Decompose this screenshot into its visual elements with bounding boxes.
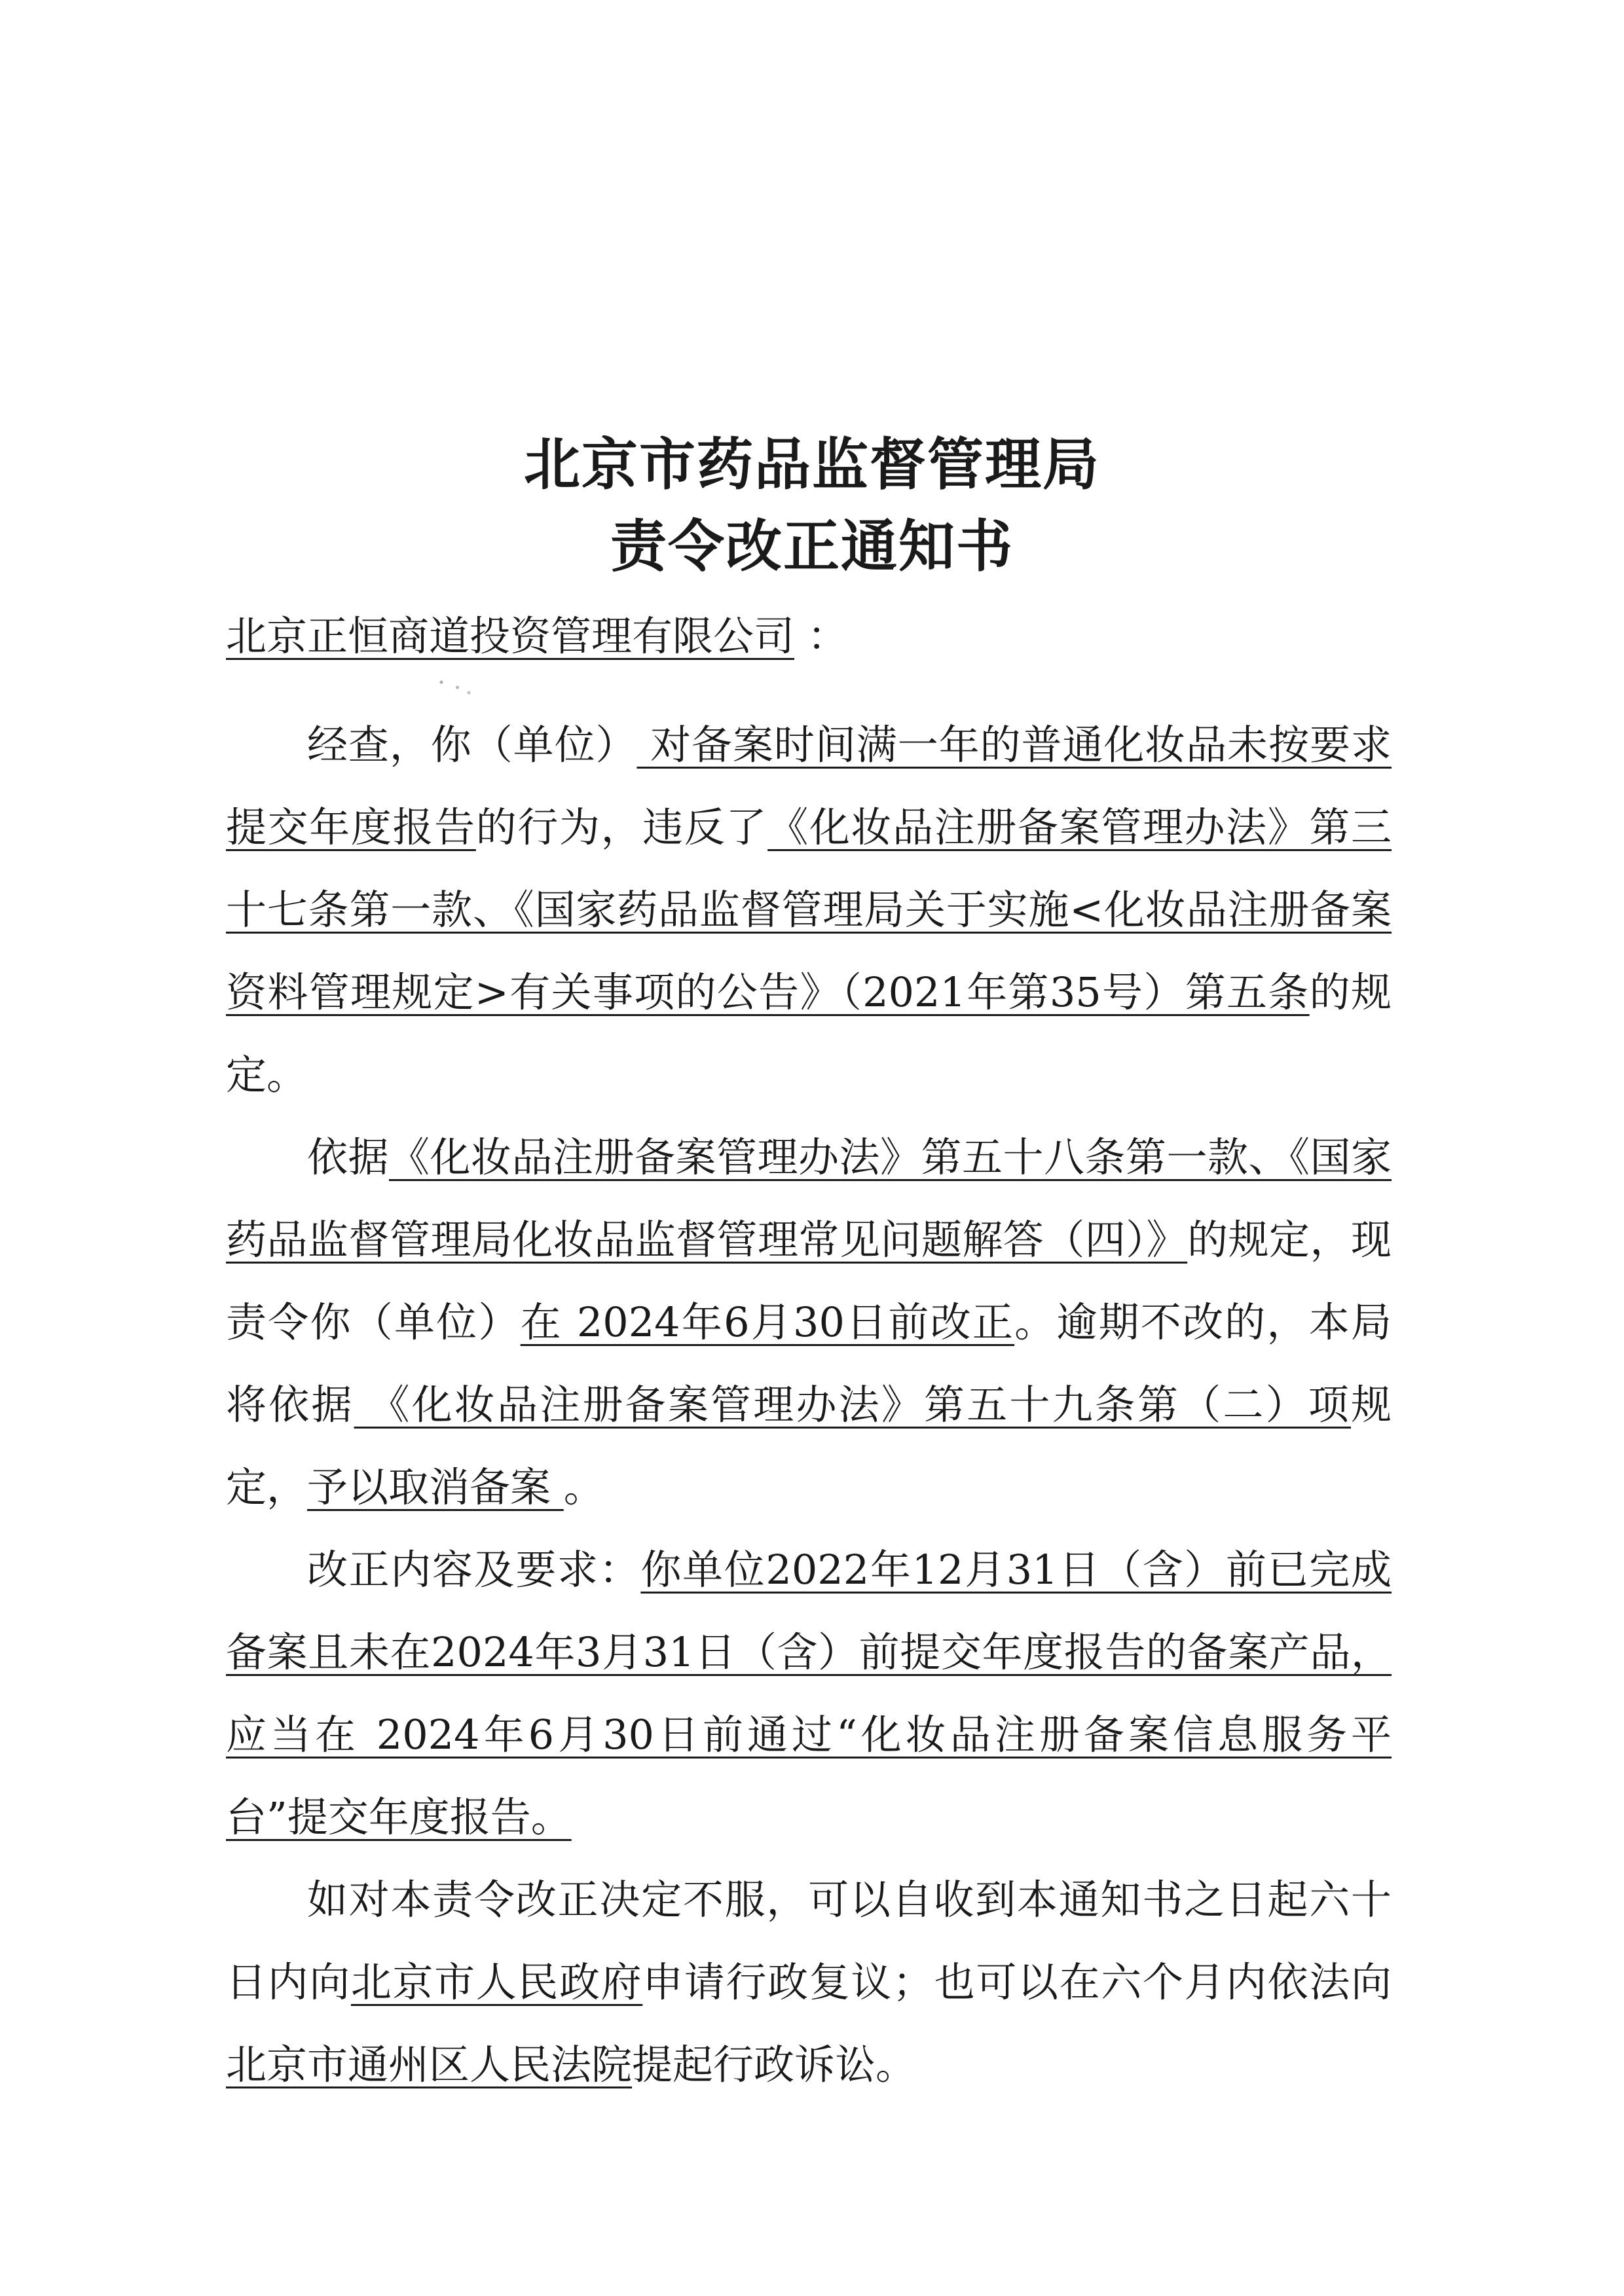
text-segment: 。逾期不改的，本局将依据 (226, 1298, 1392, 1429)
penalty-basis: 《化妆品注册备案管理办法》第五十九条第（二）项 (354, 1381, 1351, 1429)
finding-paragraph (226, 704, 1392, 1116)
text-segment: 申请行政复议；也可以在六个月内依法向 (642, 1958, 1392, 2006)
text-segment: 规定， (226, 1381, 1392, 1511)
agency-title: 北京市药品监督管理局 (524, 432, 1100, 498)
text-segment: 依据 (307, 1133, 389, 1181)
text-segment: 如对本责令改正决定不服，可以自收到本通知书之日起六十日内向 (226, 1876, 1392, 2006)
text-segment: 经查，你（单位） (307, 721, 637, 769)
addressee-line (226, 612, 1405, 661)
penalty-action: 予以取消备案 (307, 1463, 564, 1511)
notice-body (226, 704, 1392, 2106)
correction-requirements: 你单位2022年12月31日（含）前已完成备案且未在2024年3月31日（含）前提交年度报告的备案产品，应当在 2024年6月30日前通过“化妆品注册备案信息服务平台”提交年度报告。 (226, 1546, 1392, 1841)
order-paragraph (226, 1116, 1392, 1529)
requirements-paragraph (226, 1529, 1392, 1859)
addressee-colon: ： (807, 612, 848, 660)
correction-deadline: 在 2024年6月30日前改正 (520, 1298, 1015, 1346)
document-title: 责令改正通知书 (610, 514, 1014, 579)
violated-provisions: 《化妆品注册备案管理办法》第三十七条第一款、《国家药品监督管理局关于实施<化妆品注册备案资料管理规定>有关事项的公告》（2021年第35号）第五条 (226, 803, 1392, 1016)
text-segment: 的规定，现责令你（单位） (226, 1216, 1392, 1346)
text-segment: 提起行政诉讼。 (632, 2041, 917, 2088)
scan-speckle (432, 674, 478, 701)
text-segment: 的规定。 (226, 968, 1392, 1099)
text-segment: 的行为，违反了 (475, 803, 768, 851)
text-segment: 改正内容及要求： (307, 1546, 641, 1594)
text-segment: 。 (563, 1463, 604, 1511)
legal-basis: 《化妆品注册备案管理办法》第五十八条第一款、《国家药品监督管理局化妆品监督管理常见问题解答（四）》 (226, 1133, 1392, 1264)
appeal-paragraph (226, 1859, 1392, 2106)
addressee-name: 北京正恒商道投资管理有限公司 (226, 612, 795, 660)
review-authority: 北京市人民政府 (350, 1958, 643, 2006)
court-name: 北京市通州区人民法院 (226, 2041, 633, 2088)
violation-description: 对备案时间满一年的普通化妆品未按要求提交年度报告 (226, 721, 1392, 851)
